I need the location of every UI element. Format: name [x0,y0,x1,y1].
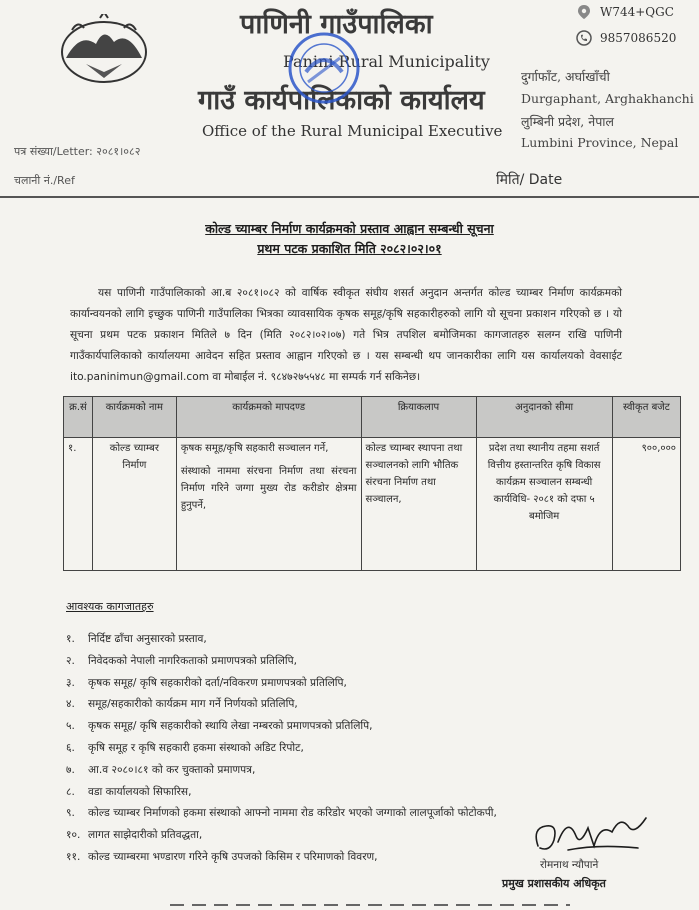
list-item-number: ८. [66,785,75,798]
list-item-number: ५. [66,720,75,733]
notice-title: कोल्ड च्याम्बर निर्माण कार्यक्रमको प्रस्ताव आह्वान सम्बन्धी सूचना [205,221,494,236]
list-item-number: ९. [66,807,75,820]
list-item-number: १. [66,633,75,645]
column-header-sn: क्र.सं [64,397,93,438]
list-item-text: वडा कार्यालयको सिफारिस, [88,785,192,798]
letter-number: पत्र संख्या/Letter: २०८१।०८२ [14,145,141,158]
handwritten-signature [528,806,658,861]
list-item [66,763,497,785]
phone-icon [576,30,592,46]
cell-criteria [176,438,361,571]
column-header-program-name: कार्यक्रमको नाम [92,397,176,438]
criteria-item-1: कृषक समूह/कृषि सहकारी सञ्चालन गर्ने, [180,443,329,454]
column-header-criteria: कार्यक्रमको मापदण्ड [176,397,361,438]
list-item-text: कृषि समूह र कृषि सहकारी हकमा संस्थाको अडिट रिपोट, [88,741,304,754]
reference-number: चलानी नं./Ref [14,174,75,187]
list-item [66,676,497,698]
office-name-nepali: गाउँ कार्यपालिकाको कार्यालय [198,85,485,116]
signatory-title: प्रमुख प्रशासकीय अधिकृत [502,877,606,890]
address-line-3: लुम्बिनी प्रदेश, नेपाल [521,114,615,129]
list-item [66,719,497,741]
criteria-item-2: संस्थाको नाममा संरचना निर्माण तथा संरचना निर्माण गरिने जग्गा मुख्य रोड करीडोर क्षेत्रमा हुनुपर्ने, [180,466,357,511]
location-pin-icon [576,4,592,20]
list-item-number: ११. [66,850,81,863]
required-documents-title: आवश्यक कागजातहरु [66,600,154,613]
list-item-text: आ.व २०८०।८१ को कर चुक्ताको प्रमाणपत्र, [88,763,256,776]
cell-sn: १. [64,438,93,571]
table-header-row [64,397,681,438]
location-code-text: W744+QGC [600,5,674,19]
address-line-2: Durgaphant, Arghakhanchi [521,91,694,106]
list-item [66,806,497,828]
list-item-text: लागत साझेदारीको प्रतिवद्धता, [88,829,203,842]
municipality-name-nepali: पाणिनी गाउँपालिका [240,9,433,40]
list-item-number: १०. [66,829,81,842]
list-item-number: ३. [66,676,75,689]
list-item-text: कृषक समूह/ कृषि सहकारीको स्थायि लेखा नम्बरको प्रमाणपत्रको प्रतिलिपि, [88,720,373,733]
list-item-text: निवेदकको नेपाली नागरिकताको प्रमाणपत्रको प्रतिलिपि, [88,654,298,667]
list-item [66,785,497,807]
table-row [64,438,681,571]
address-line-4: Lumbini Province, Nepal [521,135,679,150]
list-item-text: निर्दिष्ट ढाँचा अनुसारको प्रस्ताव, [88,633,207,645]
list-item-text: कोल्ड च्याम्बर निर्माणको हकमा संस्थाको आफ्नो नाममा रोड करिडोर भएको जग्गाको लालपूर्जाको फोटोकपी, [88,807,497,820]
list-item [66,828,497,850]
office-stamp-seal [284,28,364,108]
required-documents-list [66,632,497,872]
list-item-number: ४. [66,698,75,711]
column-header-activity: क्रियाकलाप [361,397,476,438]
list-item [66,850,497,872]
phone-number-text: 9857086520 [600,31,677,45]
cell-program-name: कोल्ड च्याम्बर निर्माण [92,438,176,571]
list-item [66,654,497,676]
bottom-divider [170,904,570,906]
column-header-budget: स्वीकृत बजेट [612,397,680,438]
list-item-number: ६. [66,741,75,754]
cell-grant-limit: प्रदेश तथा स्थानीय तहमा सशर्त वित्तीय हस्तान्तरित कृषि विकास कार्यक्रम सञ्चालन सम्बन्धी कार्यविधि- २०८१ को दफा ५ बमोजिम [476,438,612,571]
location-code [576,4,674,20]
municipality-name-english: Panini Rural Municipality [283,52,490,71]
list-item-text: कृषक समूह/ कृषि सहकारीको दर्ता/नविकरण प्रमाणपत्रको प्रतिलिपि, [88,676,347,689]
address-line-1: दुर्गाफाँट, अर्घाखाँची [521,69,610,84]
list-item [66,632,497,654]
cell-budget: ९००,००० [612,438,680,571]
signatory-name: रोमनाथ न्यौपाने [540,859,599,871]
phone-number [576,30,676,46]
list-item [66,697,497,719]
notice-published-date: प्रथम पटक प्रकाशित मिति २०८२।०२।०१ [257,241,442,256]
header-divider [0,196,699,198]
cell-activity: कोल्ड च्याम्बर स्थापना तथा सञ्चालनको लागि भौतिक संरचना निर्माण तथा सञ्चालन, [361,438,476,571]
notice-body: यस पाणिनी गाउँपालिकाको आ.ब २०८१।०८२ को वार्षिक स्वीकृत संघीय शसर्त अनुदान अन्तर्गत कोल्ड च्याम्बर निर्माण कार्यक्रमको कार्यान्वयनको लागि इच्छुक पाणिनी गाउँपालिका भित्रका व्यावसायिक कृषक समूह/कृषि सहकारीहरुको लागि यो सूचना प्रकाशन गरिएको छ । यो सूचना प्रथम पटक प्रकाशन मितिले ७ दिन (मिति २०८२।०२।०७) गते भित्र तपशिल बमोजिमका कागजातहरु सलग्न राखि पाणिनी गाउँकार्यपालिकाको कार्यालयमा आवेदन सहित प्रस्ताव आह्वान गरिएको छ । यस सम्बन्धी थप जानकारीका लागि यस कार्यालयको वेवसाईट ito.paninimun@gmail.com वा मोबाईल नं. ९८४७२७५५४८ मा सम्पर्क गर्न सकिनेछ। [70,287,622,383]
column-header-grant-limit: अनुदानको सीमा [476,397,612,438]
list-item-text: कोल्ड च्याम्बरमा भण्डारण गरिने कृषि उपजको किसिम र परिमाणको विवरण, [88,850,378,863]
program-table [63,396,681,571]
list-item [66,741,497,763]
office-name-english: Office of the Rural Municipal Executive [202,122,503,140]
list-item-number: ७. [66,763,75,776]
list-item-number: २. [66,654,75,667]
nepal-emblem-logo [58,14,150,86]
date-label: मिति/ Date [496,172,563,188]
list-item-text: समूह/सहकारीको कार्यक्रम माग गर्ने निर्णयको प्रतिलिपि, [88,698,298,711]
